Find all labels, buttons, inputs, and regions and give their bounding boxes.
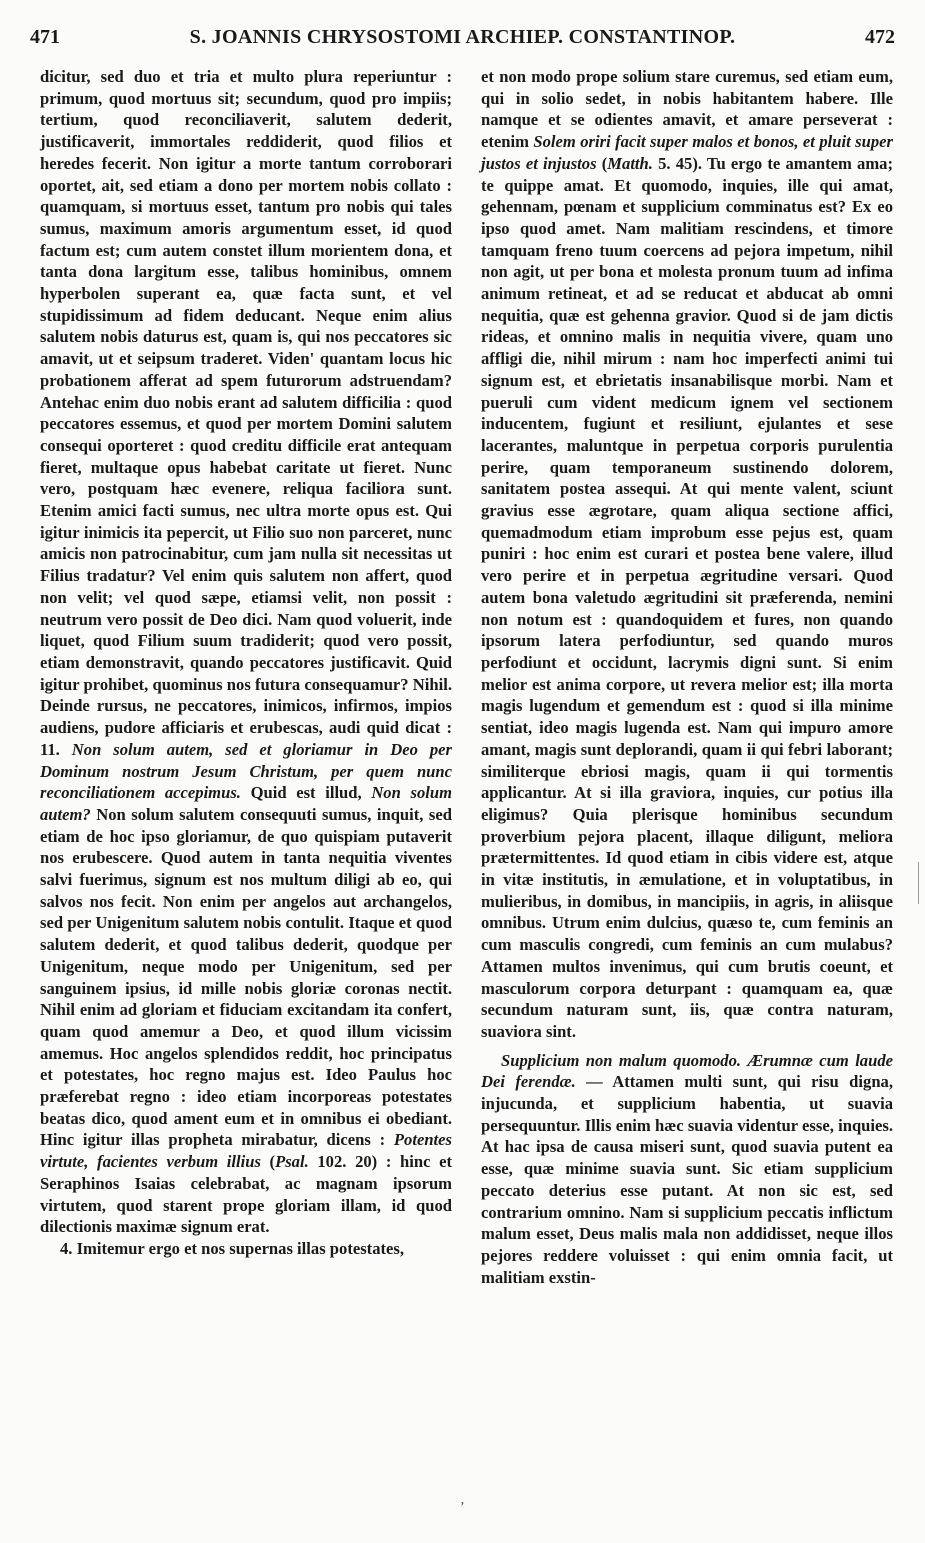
text-segment: 102. 20) : hinc et Seraphinos Isaias celebrabat, ac magnam ipsorum virtutem, quod starent prope gloriam illam, id quod dilectionis maximæ signum erat. bbox=[40, 1152, 452, 1237]
page-number-left: 471 bbox=[30, 26, 60, 48]
paragraph bbox=[481, 1050, 893, 1289]
text-segment: dicitur, sed duo et tria et multo plura reperiuntur : primum, quod mortuus sit; secundum, quod pro impiis; tertium, quod reconciliaverit, salutem dederit, justificaverit, immortales reddiderit, quod filios et heredes fecerit. Non igitur a morte tantum corroborari oportet, ait, sed etiam a dono per mortem nobis collato : quamquam, si mortuus esset, tantum pro nobis qui tales sumus, maximum amoris argumentum esset, id quod factum est; cum autem constet illum morientem dona, et tanta dona largitum esse, talibus hominibus, omnem hyperbolen superant ea, quæ facta sunt, et vel stupidissimum ad fidem deducant. Neque enim alius salutem nobis daturus est, quam is, qui nos peccatores sic amavit, ut et seipsum traderet. Viden' quantam locus hic probationem afferat ad spem futurorum adstruendam? Antehac enim duo nobis erant ad salutem difficilia : quod peccatores essemus, et quod per mortem Domini salutem consequi oporteret : quod creditu difficile erat antequam fieret, multaque opus habebat caritate ut fieret. Nunc vero, postquam hæc evenere, reliqua faciliora sunt. Etenim amici facti sumus, nec ultra morte opus est. Qui igitur inimicis ita pepercit, ut Filio suo non parceret, nunc amicis non patrocinabitur, cum jam nulla sit necessitas ut Filius tradatur? Vel enim quis salutem non affert, quod non velit; vel quod sæpe, etiamsi velit, non possit : neutrum vero possit de Deo dici. Nam quod voluerit, inde liquet, quod Filium suum tradiderit; quod vero possit, etiam demonstravit, quando peccatores justificavit. Quid igitur prohibet, quominus nos futura consequamur? Nihil. Deinde rursus, ne peccatores, inimicos, infirmos, impios audiens, pudore afficiaris et erubescas, audi quid dicat : 11. bbox=[40, 67, 452, 759]
text-segment: Quid est illud, bbox=[240, 783, 372, 803]
running-header bbox=[30, 26, 895, 58]
italic-text-segment: Solem oriri facit super malos et bonos, et pluit super justos et injustos bbox=[481, 132, 893, 173]
text-segment: 5. 45). Tu ergo te amantem ama; te quippe amat. Et quomodo, inquies, ille qui amat, gehennam, pœnam et supplicium comminatus est? Ex eo ipso quod amet. Nam malitiam rescindens, et timore tamquam freno tuum coercens ad pejora impetum, nihil non agit, ut per bona et molesta pronum tuum ad infima animum retineat, et ad se reducat et abducat ab omni nequitia, quæ est gehenna gravior. Quod si de jam dictis rideas, et omnino malis in nequitia vivere, quam uno affligi die, nihil mirum : nam hoc imperfecti animi tui signum est, et ebrietatis insanabilisque morbi. Nam et pueruli cum vident medicum ignem vel sectionem inducentem, fugiunt et resiliunt, ejulantes et sese lacerantes, maluntque in perpetua corporis purulentia perire, quam temporaneum sustinendo dolorem, sanitatem postea assequi. At qui mente valent, sciunt gravius esse ægrotare, quam aliqua sectione affici, quemadmodum etiam improbum esse pejus est, quam puniri : hoc enim est curari et postea bene valere, illud vero perire et in perpetua ægritudine versari. Quod autem bona valetudo ægritudini sit præferenda, nemini non notum est : quandoquidem et fures, non quando ipsorum latera perfodiuntur, sed quando muros perfodiunt et occidunt, lacrymis digni sunt. Si enim melior est anima corpore, ut revera melior est; illa morta magis lugendum et gemendum est : quod si illa minime sentiat, ideo magis lugenda est. Nam qui impuro amore amant, magis sunt deplorandi, quam ii qui febri laborant; similiterque ebriosi magis, quam ii qui tormentis applicantur. At si illa graviora, inquies, cur potius illa eligimus? Quia plerisque hominibus secundum proverbium pejora placent, illaque diligunt, meliora prætermittentes. Id quod etiam in cibis videre est, atque in vitæ institutis, in æmulatione, et in voluptatibus, in mulieribus, in domibus, in mancipiis, in agris, in aliisque omnibus. Utrum enim dulcius, quæso te, cum feminis an cum masculis congredi, cum feminis an cum mulabus? Attamen multos invenimus, qui cum brutis coeunt, et masculorum corpora deturpant : quamquam ea, quæ secundum naturam sunt, iis, quæ contra naturam, suaviora sint. bbox=[481, 153, 893, 1041]
paragraph bbox=[40, 66, 452, 1238]
text-segment: — Attamen multi sunt, qui risu digna, injucunda, et supplicium habentia, ut suavia persequuntur. Illis enim hæc suavia videntur esse, inquies. At hac ipsa de causa miseri sunt, quod suavia putent ea esse, quæ minime suavia sunt. Sic etiam supplicium peccato deterius esse putant. At non sic est, sed contrarium omnino. Nam si supplicium peccatis inflictum malum esset, Deus malis mala non addidisset, neque illos pejores reddere voluisset : qui enim omnia facit, ut malitiam exstin- bbox=[481, 1072, 893, 1287]
text-segment: ( bbox=[260, 1152, 276, 1172]
left-column bbox=[40, 66, 452, 1260]
italic-text-segment: Matth. bbox=[607, 153, 653, 173]
text-segment: ( bbox=[596, 153, 608, 173]
italic-text-segment: Non solum autem? bbox=[40, 783, 452, 824]
paragraph bbox=[481, 66, 893, 1043]
paragraph bbox=[40, 1238, 452, 1260]
text-segment: et non modo prope solium stare curemus, sed etiam eum, qui in solio sedet, in nobis habitantem habere. Ille namque et se odientes amavit, et amare perseverat : etenim bbox=[481, 67, 893, 152]
text-segment: 4. Imitemur ergo et nos supernas illas potestates, bbox=[60, 1238, 404, 1258]
footer-mark: ʼ bbox=[460, 1500, 465, 1515]
right-column bbox=[481, 66, 893, 1288]
page-number-right: 472 bbox=[865, 26, 895, 48]
italic-text-segment: Non solum autem, sed et gloriamur in Deo per Dominum nostrum Jesum Christum, per quem nunc reconciliationem accepimus. bbox=[40, 739, 452, 803]
italic-text-segment: Potentes virtute, facientes verbum illius bbox=[40, 1130, 452, 1172]
italic-text-segment: Psal. bbox=[275, 1152, 309, 1172]
text-segment: Non solum salutem consequuti sumus, inquit, sed etiam de hoc ipso gloriamur, de quo quispiam putaverit nos erubescere. Quod autem in tanta nequitia viventes salvi fuerimus, signum est nos multum diligi ab eo, qui salvos nos fecit. Non enim per angelos aut archangelos, sed per Unigenitum salutem nobis contulit. Itaque et quod salutem dederit, et quod talibus dederit, quodque per Unigenitum, neque modo per Unigenitum, sed per sanguinem ipsius, id mille nobis gloriæ coronas nectit. Nihil enim ad gloriam et fiduciam excitandam ita confert, quam quod amemur a Deo, et quod illum vicissim amemus. Hoc angelos splendidos reddit, hoc principatus et potestates, hoc regno majus est. Ideo Paulus hoc præferebat regno : ideo etiam incorporeas potestates beatas dico, quod ament eum et in omnibus ei obediant. Hinc igitur illas propheta mirabatur, dicens : bbox=[40, 804, 452, 1150]
italic-text-segment: Supplicium non malum quomodo. Ærumnæ cum laude Dei ferendæ. bbox=[481, 1050, 893, 1092]
running-title: S. JOANNIS CHRYSOSTOMI ARCHIEP. CONSTANTINOP. bbox=[189, 26, 736, 48]
scan-mark bbox=[918, 862, 919, 904]
